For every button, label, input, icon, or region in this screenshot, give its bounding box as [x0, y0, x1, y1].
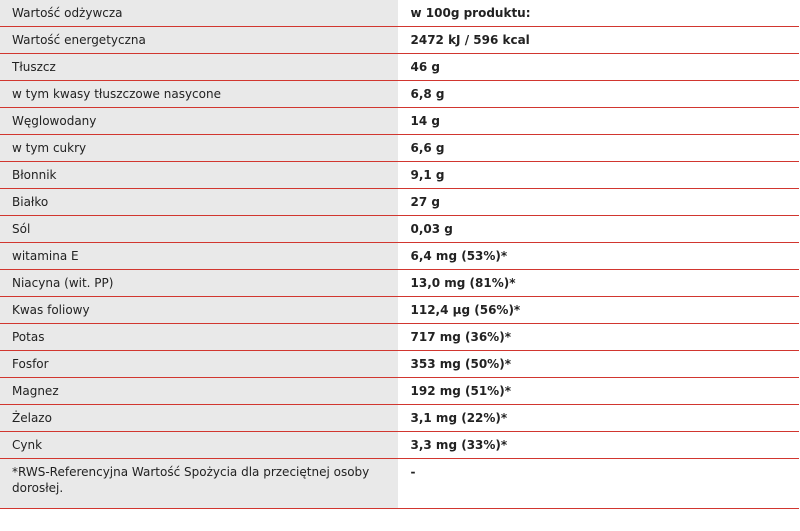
nutrient-value: 3,3 mg (33%)* [398, 432, 799, 459]
nutrient-name: w tym kwasy tłuszczowe nasycone [0, 81, 398, 108]
nutrient-name: Tłuszcz [0, 54, 398, 81]
table-row [0, 432, 799, 459]
table-row [0, 27, 799, 54]
nutrient-value: 3,1 mg (22%)* [398, 405, 799, 432]
table-row [0, 324, 799, 351]
table-row [0, 0, 799, 27]
nutrient-name: Wartość odżywcza [0, 0, 398, 27]
table-row [0, 270, 799, 297]
table-row [0, 351, 799, 378]
table-row [0, 81, 799, 108]
nutrient-value: 6,8 g [398, 81, 799, 108]
nutrient-name: Wartość energetyczna [0, 27, 398, 54]
nutrient-value: 13,0 mg (81%)* [398, 270, 799, 297]
nutrient-name: w tym cukry [0, 135, 398, 162]
footnote-row [0, 459, 799, 509]
nutrient-name: witamina E [0, 243, 398, 270]
table-row [0, 405, 799, 432]
table-row [0, 108, 799, 135]
nutrient-value: 112,4 µg (56%)* [398, 297, 799, 324]
footnote-text: *RWS-Referencyjna Wartość Spożycia dla przeciętnej osoby dorosłej. [0, 459, 398, 509]
nutrient-value: 353 mg (50%)* [398, 351, 799, 378]
nutrient-value: 717 mg (36%)* [398, 324, 799, 351]
table-row [0, 297, 799, 324]
table-row [0, 54, 799, 81]
table-row [0, 135, 799, 162]
nutrient-name: Kwas foliowy [0, 297, 398, 324]
nutrient-name: Fosfor [0, 351, 398, 378]
table-row [0, 378, 799, 405]
nutrient-value: 0,03 g [398, 216, 799, 243]
nutrient-name: Niacyna (wit. PP) [0, 270, 398, 297]
nutrient-value: 6,4 mg (53%)* [398, 243, 799, 270]
nutrient-value: 46 g [398, 54, 799, 81]
table-row [0, 162, 799, 189]
table-row [0, 243, 799, 270]
nutrient-name: Błonnik [0, 162, 398, 189]
nutrient-value: 2472 kJ / 596 kcal [398, 27, 799, 54]
table-row [0, 189, 799, 216]
table-row [0, 216, 799, 243]
footnote-value: - [398, 459, 799, 509]
nutrient-name: Sól [0, 216, 398, 243]
nutrient-name: Białko [0, 189, 398, 216]
nutrient-value: 9,1 g [398, 162, 799, 189]
nutrient-name: Magnez [0, 378, 398, 405]
nutrient-name: Węglowodany [0, 108, 398, 135]
nutrient-value: 14 g [398, 108, 799, 135]
nutrient-value: 27 g [398, 189, 799, 216]
nutrient-name: Potas [0, 324, 398, 351]
nutrient-value: 6,6 g [398, 135, 799, 162]
nutrient-value: 192 mg (51%)* [398, 378, 799, 405]
nutrient-value: w 100g produktu: [398, 0, 799, 27]
nutrient-name: Cynk [0, 432, 398, 459]
nutrient-name: Żelazo [0, 405, 398, 432]
